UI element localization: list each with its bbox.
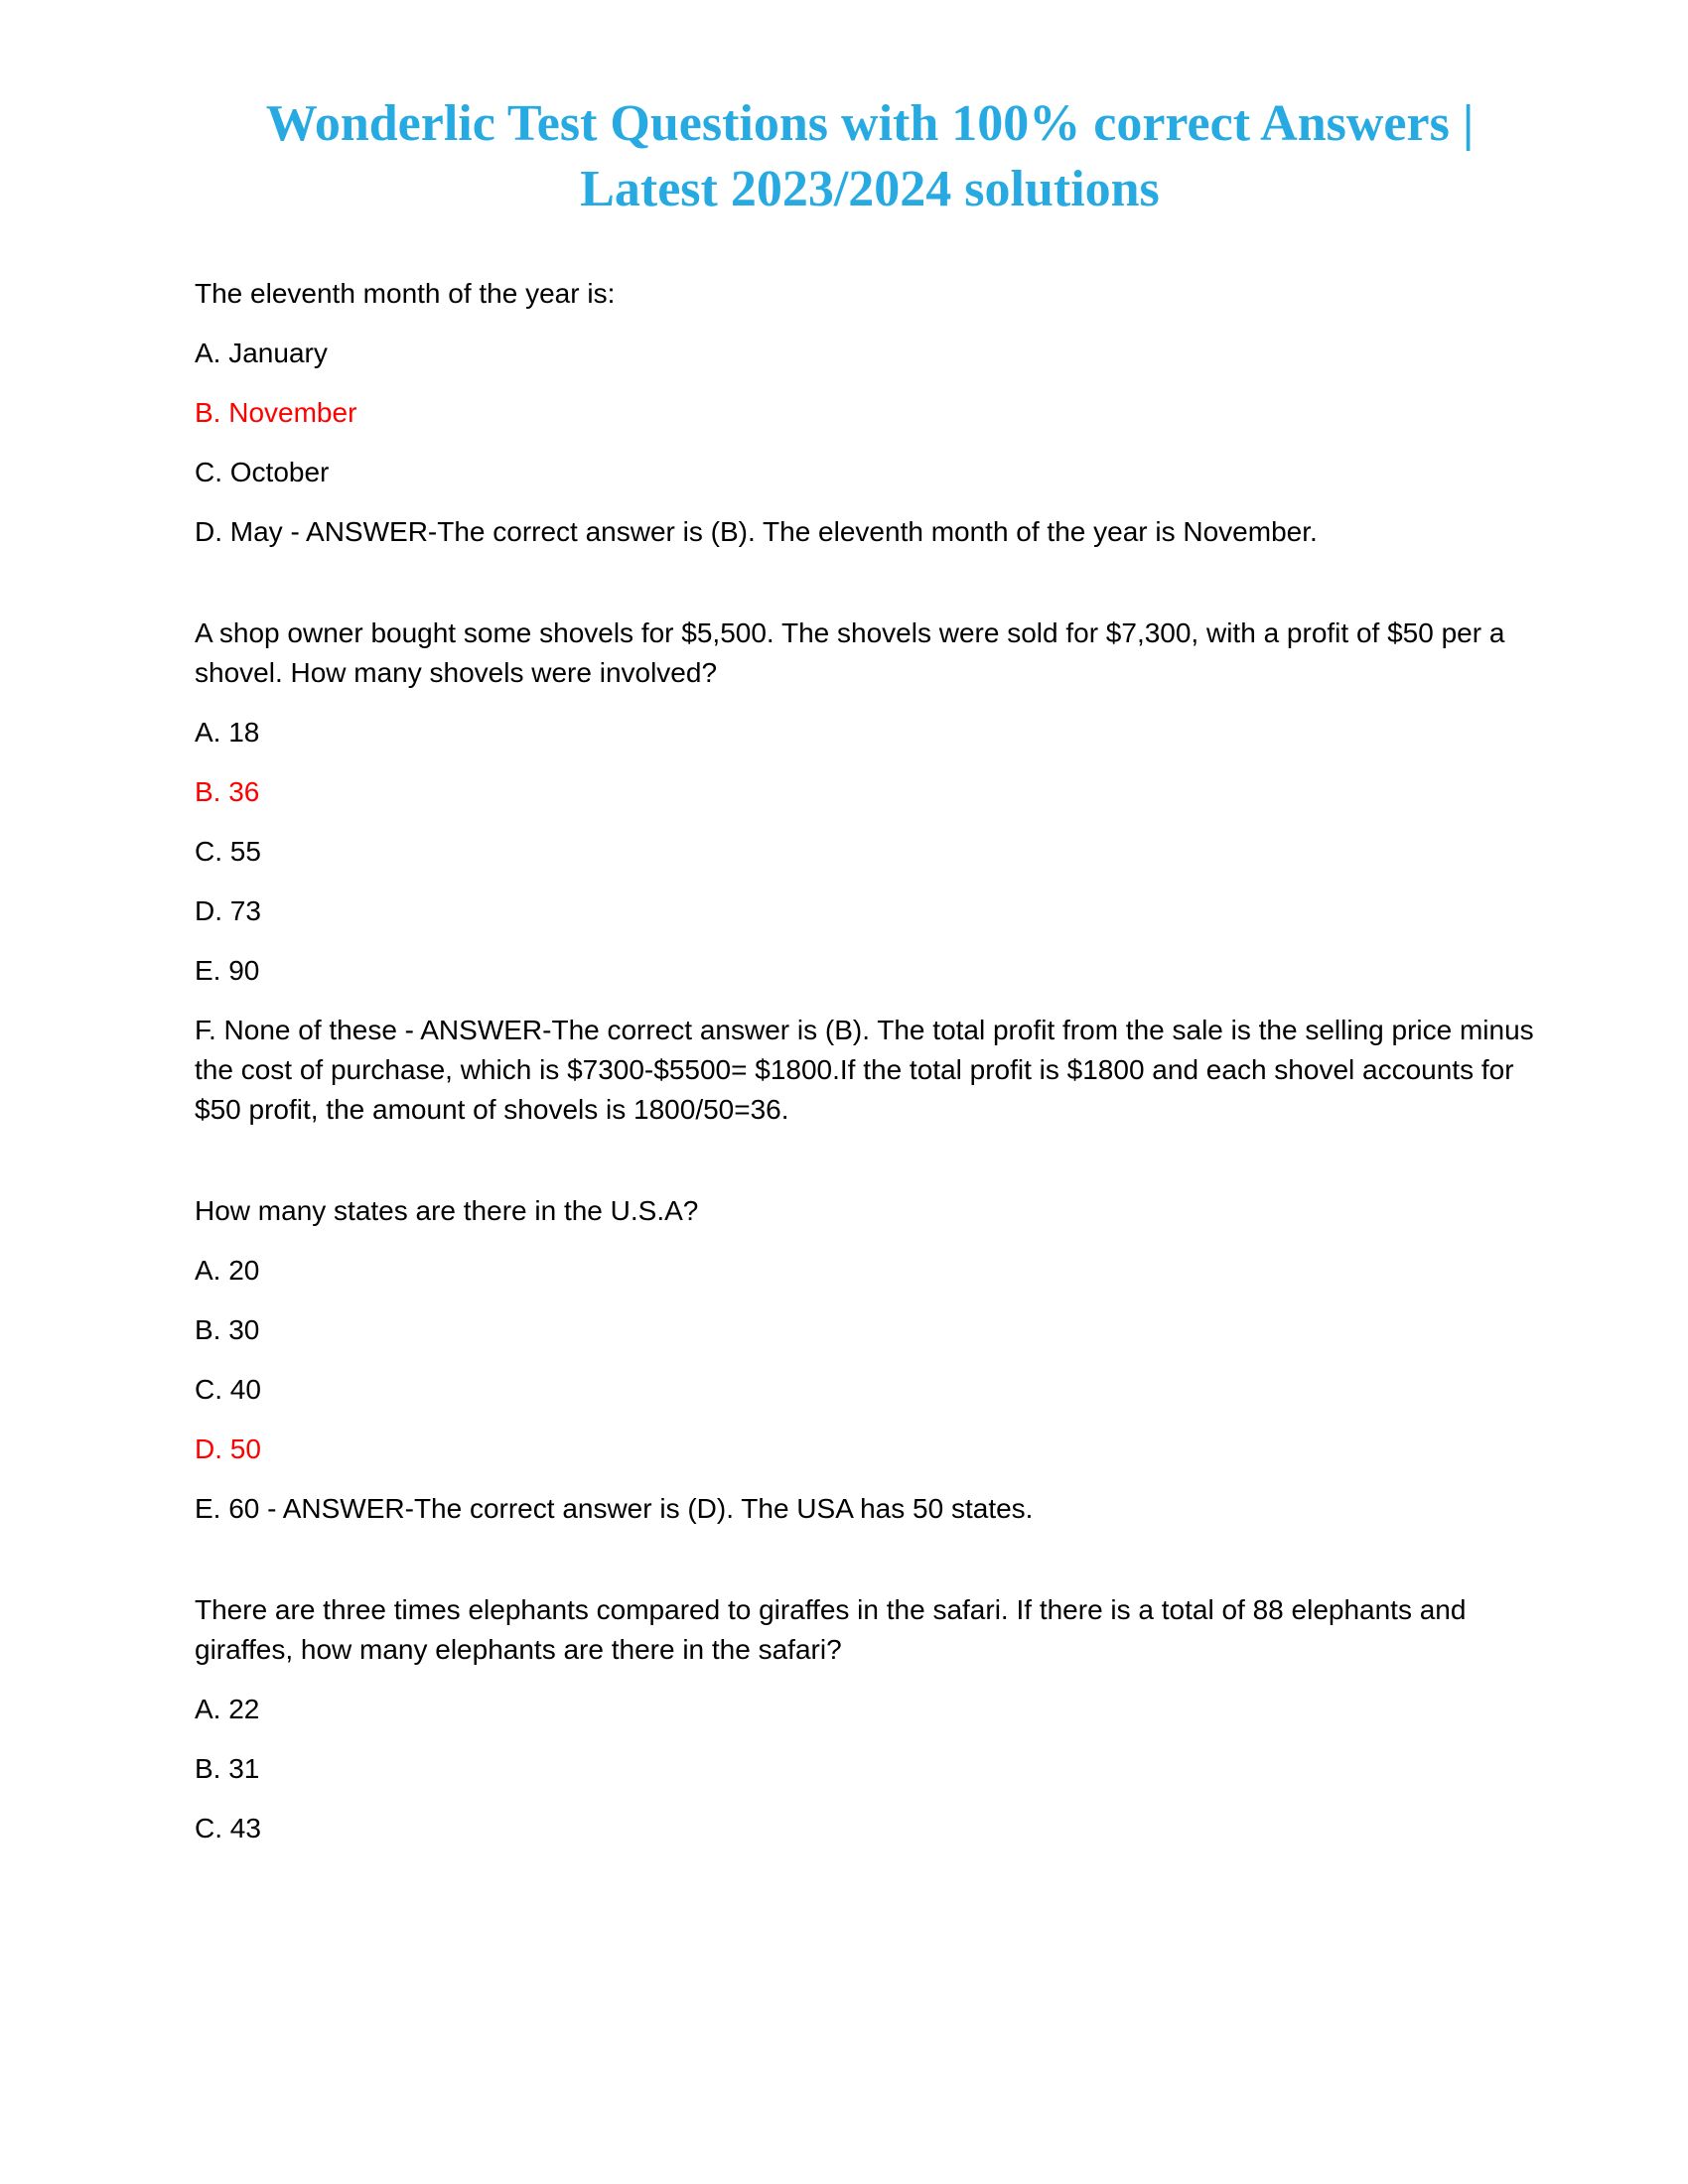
answer-option: C. October — [195, 457, 330, 487]
answer-option: A. 22 — [195, 1694, 260, 1724]
answer-option: A. 18 — [195, 717, 260, 748]
answer-option: A. January — [195, 338, 328, 368]
question-block-3 — [195, 1191, 1545, 1529]
answer-option: C. 55 — [195, 836, 261, 867]
question-block-2 — [195, 614, 1545, 1130]
question-text: There are three times elephants compared to giraffes in the safari. If there is a total of 88 elephants and giraffes, how many elephants are there in the safari? — [195, 1594, 1467, 1665]
question-text: A shop owner bought some shovels for $5,500. The shovels were sold for $7,300, with a profit of $50 per a shovel. How many shovels were involved? — [195, 617, 1505, 688]
answer-option: C. 43 — [195, 1813, 261, 1843]
page-title-line1: Wonderlic Test Questions with 100% correct Answers | — [265, 95, 1475, 152]
question-text: The eleventh month of the year is: — [195, 278, 616, 309]
answer-option: D. 73 — [195, 895, 261, 926]
answer-option: E. 60 - ANSWER-The correct answer is (D). The USA has 50 states. — [195, 1493, 1034, 1524]
page-title-line2: Latest 2023/2024 solutions — [580, 161, 1160, 217]
answer-option: A. 20 — [195, 1255, 260, 1286]
question-block-1 — [195, 274, 1545, 552]
question-block-4 — [195, 1590, 1545, 1848]
answer-option: D. May - ANSWER-The correct answer is (B). The eleventh month of the year is November. — [195, 516, 1318, 547]
answer-option-correct: B. 36 — [195, 776, 260, 807]
answer-option: B. 31 — [195, 1753, 260, 1784]
answer-option: B. 30 — [195, 1314, 260, 1345]
answer-option: E. 90 — [195, 955, 260, 986]
questions-list — [195, 274, 1545, 1848]
answer-option-correct: D. 50 — [195, 1433, 261, 1464]
answer-option: C. 40 — [195, 1374, 261, 1405]
question-text: How many states are there in the U.S.A? — [195, 1195, 699, 1226]
page-title — [205, 91, 1535, 222]
answer-option: F. None of these - ANSWER-The correct answer is (B). The total profit from the sale is the selling price minus the cost of purchase, which is $7300-$5500= $1800.If the total profit is $1800 and each shovel accounts for $50 profit, the amount of shovels is 1800/50=36. — [195, 1015, 1534, 1125]
answer-option-correct: B. November — [195, 397, 357, 428]
